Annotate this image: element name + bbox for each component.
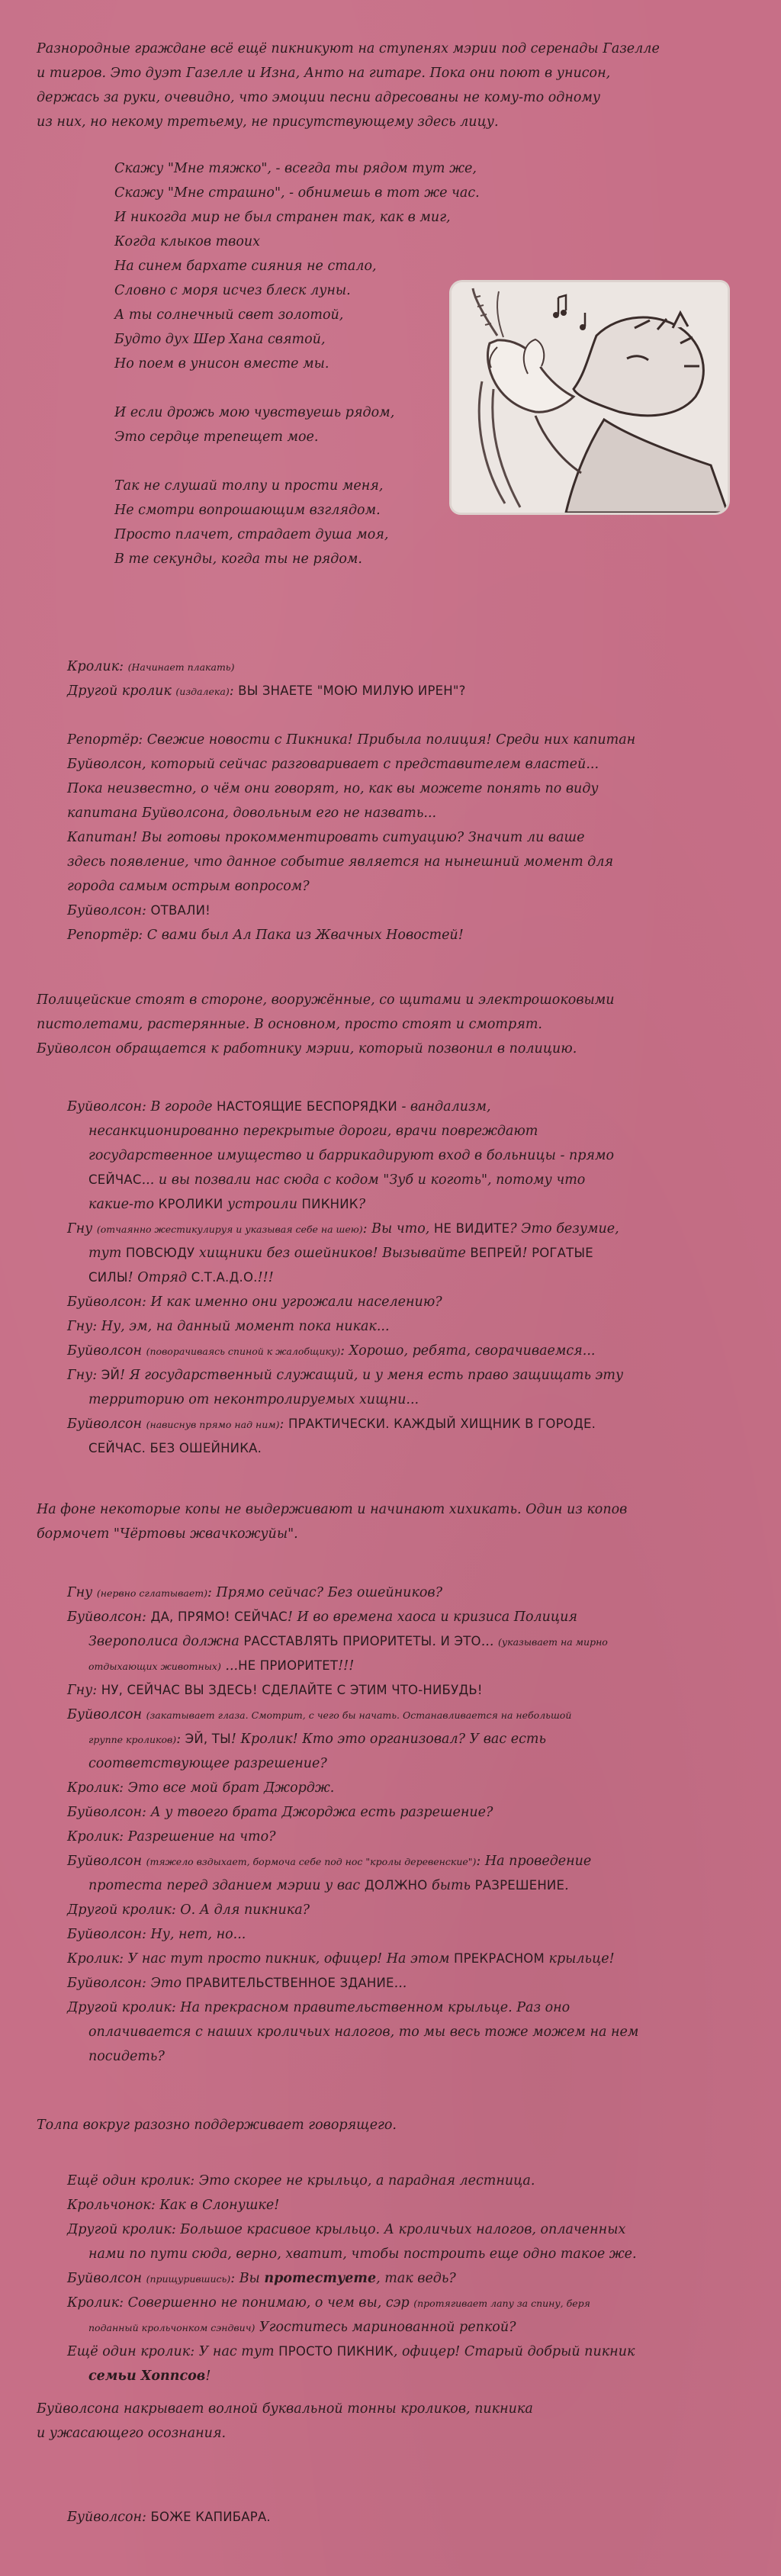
shout-text: НУ, СЕЙЧАС ВЫ ЗДЕСЬ! СДЕЛАЙТЕ С ЭТИМ ЧТО-НИБУДЬ! bbox=[101, 1683, 483, 1697]
dialogue-text: Зверополиса должна bbox=[88, 1634, 244, 1649]
dialogue-text: : Вы что, bbox=[362, 1221, 434, 1237]
dialogue-line bbox=[67, 1339, 595, 1364]
stage-direction: группе кроликов) bbox=[88, 1734, 177, 1745]
stage-direction: (тяжело вздыхает, бормоча себе под нос "кролы деревенские") bbox=[146, 1856, 477, 1867]
dialogue-text: ... и вы позвали нас сюда с кодом "Зуб и коготь", потому что bbox=[141, 1172, 586, 1188]
dialogue-text: Репортёр: С вами был Ал Пака из Жвачных Новостей! bbox=[67, 928, 464, 943]
narration-line: Толпа вокруг разозно поддерживает говорящего. bbox=[37, 2118, 397, 2133]
dialogue-line bbox=[67, 679, 466, 704]
dialogue-line bbox=[67, 1412, 596, 1437]
dialogue-line bbox=[67, 1217, 619, 1242]
song-lyric-line: Скажу "Мне страшно", - обнимешь в тот же час. bbox=[114, 185, 480, 201]
dialogue-text: Гну: bbox=[67, 1683, 101, 1698]
dialogue-line bbox=[67, 1971, 407, 1996]
narration-line: Полицейские стоят в стороне, вооружённые, со щитами и электрошоковыми bbox=[37, 992, 615, 1008]
dialogue-text: Ещё один кролик: Это скорее не крыльцо, а парадная лестница. bbox=[67, 2173, 535, 2188]
dialogue-text: ! И во времена хаоса и кризиса Полиция bbox=[287, 1610, 577, 1625]
shout-text: ЭЙ, ТЫ bbox=[185, 1732, 231, 1746]
stage-direction: (указывает на мирно bbox=[498, 1636, 608, 1648]
dialogue-text: Репортёр: Свежие новости с Пикника! Прибыла полиция! Среди них капитан bbox=[67, 732, 636, 748]
dialogue-text: !!! bbox=[338, 1658, 355, 1674]
shout-text: ПРОСТО ПИКНИК bbox=[278, 2344, 394, 2359]
dialogue-text: !!! bbox=[257, 1270, 274, 1285]
dialogue-text: . bbox=[564, 1878, 569, 1893]
dialogue-text: несанкционированно перекрытые дороги, врачи повреждают bbox=[88, 1124, 538, 1139]
dialogue-text: : На проведение bbox=[476, 1854, 592, 1869]
stage-direction: (закатывает глаза. Смотрит, с чего бы начать. Останавливается на небольшой bbox=[146, 1709, 572, 1721]
dialogue-text: Буйволсон bbox=[67, 1707, 146, 1722]
dialogue-line bbox=[88, 1629, 608, 1655]
dialogue-text: Крольчонок: Как в Слонушке! bbox=[67, 2198, 280, 2213]
shout-text: БОЖЕ КАПИБАРА. bbox=[150, 2510, 271, 2524]
song-lyric-line: В те секунды, когда ты не рядом. bbox=[114, 552, 362, 567]
dialogue-text: Другой кролик bbox=[67, 683, 176, 699]
stage-direction: (поворачиваясь спиной к жалобщику) bbox=[146, 1346, 341, 1357]
dialogue-line bbox=[88, 1168, 585, 1192]
shout-text: СИЛЫ bbox=[88, 1270, 128, 1285]
dialogue-line bbox=[67, 654, 235, 680]
song-lyric-line: Скажу "Мне тяжко", - всегда ты рядом тут же, bbox=[114, 161, 477, 176]
dialogue-line bbox=[67, 899, 211, 923]
shout-text: ОТВАЛИ! bbox=[150, 903, 211, 918]
dialogue-text: : bbox=[176, 1732, 185, 1747]
dialogue-text: Буйволсон: Это bbox=[67, 1976, 186, 1991]
shout-text: ПРЕКРАСНОМ bbox=[454, 1951, 545, 1966]
dialogue-line bbox=[67, 2169, 535, 2193]
dialogue-line bbox=[88, 1265, 274, 1290]
dialogue-line bbox=[67, 1363, 623, 1388]
dialogue-text: нами по пути сюда, верно, хватит, чтобы построить еще одно такое же. bbox=[88, 2246, 637, 2262]
dialogue-line bbox=[67, 1996, 570, 2020]
dialogue-text: : bbox=[279, 1417, 288, 1432]
intro-paragraph-line: из них, но некому третьему, не присутствующему здесь лицу. bbox=[37, 114, 499, 130]
dialogue-line bbox=[67, 850, 613, 874]
dialogue-text: государственное имущество и баррикадируют вход в больницы - прямо bbox=[88, 1148, 615, 1163]
shout-text: ВЕПРЕЙ bbox=[470, 1246, 522, 1260]
intro-paragraph-line: и тигров. Это дуэт Газелле и Изна, Анто на гитаре. Пока они поют в унисон, bbox=[37, 66, 611, 81]
dialogue-line bbox=[67, 1800, 493, 1825]
dialogue-line bbox=[67, 2193, 279, 2217]
dialogue-text: ? bbox=[358, 1197, 366, 1212]
dialogue-text: Другой кролик: Большое красивое крыльцо. А кроличьих налогов, оплаченных bbox=[67, 2222, 626, 2237]
dialogue-text: - вандализм, bbox=[397, 1099, 491, 1114]
dialogue-text: ... bbox=[394, 1976, 407, 1991]
dialogue-text: Буйволсон: bbox=[67, 2510, 151, 2525]
song-lyric-line: Когда клыков твоих bbox=[114, 234, 261, 249]
shout-text: ПРАКТИЧЕСКИ. КАЖДЫЙ ХИЩНИК В ГОРОДЕ. bbox=[288, 1417, 596, 1431]
dialogue-line bbox=[88, 1192, 365, 1217]
shout-text: ПОВСЮДУ bbox=[125, 1246, 195, 1260]
shout-text: ЭЙ bbox=[101, 1368, 120, 1382]
dialogue-text: Кролик: У нас тут просто пикник, офицер! На этом bbox=[67, 1951, 455, 1967]
dialogue-text: : Вы bbox=[230, 2271, 265, 2286]
dialogue-text: здесь появление, что данное событие является на нынешний момент для bbox=[67, 854, 614, 870]
dialogue-line bbox=[67, 728, 635, 752]
dialogue-line bbox=[88, 2364, 211, 2388]
shout-text: ДА, ПРЯМО! СЕЙЧАС bbox=[150, 1610, 288, 1624]
dialogue-text: . bbox=[432, 1634, 441, 1649]
shout-text: РОГАТЫЕ bbox=[532, 1246, 593, 1260]
dialogue-text: ! Отряд bbox=[127, 1270, 191, 1285]
dialogue-text: Пока неизвестно, о чём они говорят, но, как вы можете понять по виду bbox=[67, 781, 599, 796]
dialogue-text: протестуете bbox=[264, 2271, 377, 2286]
dialogue-line bbox=[88, 1436, 262, 1461]
stage-direction: (нависнув прямо над ним) bbox=[146, 1419, 280, 1430]
shout-text: ПИКНИК bbox=[301, 1197, 358, 1211]
stage-direction: (нервно сглатывает) bbox=[96, 1587, 207, 1599]
dialogue-line bbox=[88, 2044, 165, 2069]
dialogue-text: : bbox=[229, 683, 239, 699]
dialogue-text: Гну bbox=[67, 1221, 97, 1237]
dialogue-text: Буйволсон: Ну, нет, но... bbox=[67, 1927, 246, 1942]
shout-text: ВЫ ЗНАЕТЕ "МОЮ МИЛУЮ ИРЕН"? bbox=[238, 683, 466, 698]
song-lyric-line: Просто плачет, страдает душа моя, bbox=[114, 527, 389, 542]
dialogue-text: протеста перед зданием мэрии у вас bbox=[88, 1878, 365, 1893]
dialogue-line bbox=[88, 1751, 327, 1776]
dialogue-line bbox=[67, 2505, 271, 2529]
shout-text: РАЗРЕШЕНИЕ bbox=[474, 1878, 565, 1893]
narration-line: бормочет "Чёртовы жвачкожуйы". bbox=[37, 1526, 298, 1542]
dialogue-text: оплачивается с наших кроличьих налогов, то мы весь тоже можем на нем bbox=[88, 2024, 639, 2040]
dialogue-text: хищники без ошейников! Вызывайте bbox=[194, 1246, 471, 1261]
dialogue-text: Буйволсон: И как именно они угрожали населению? bbox=[67, 1294, 442, 1310]
shout-text: С.Т.А.Д.О. bbox=[191, 1270, 258, 1285]
dialogue-text: Капитан! Вы готовы прокомментировать ситуацию? Значит ли ваше bbox=[67, 830, 585, 845]
dialogue-text: Буйволсон bbox=[67, 1417, 146, 1432]
dialogue-line bbox=[67, 2340, 635, 2364]
shout-text: РАССТАВЛЯТЬ ПРИОРИТЕТЫ bbox=[243, 1634, 432, 1648]
dialogue-line bbox=[67, 777, 599, 801]
song-lyric-line: Будто дух Шер Хана святой, bbox=[114, 332, 326, 347]
dialogue-text: ! bbox=[205, 2369, 211, 2384]
song-lyric-line: А ты солнечный свет золотой, bbox=[114, 307, 344, 323]
song-lyric-line: И никогда мир не был странен так, как в миг, bbox=[114, 210, 451, 225]
song-lyric-line: Так не слушай толпу и прости меня, bbox=[114, 478, 384, 494]
dialogue-line bbox=[88, 1241, 593, 1265]
narration-line: пистолетами, растерянные. В основном, просто стоят и смотрят. bbox=[37, 1017, 542, 1032]
dialogue-text: крыльце! bbox=[544, 1951, 615, 1967]
narration-line: и ужасающего осознания. bbox=[37, 2426, 227, 2441]
song-lyric-line: Словно с моря исчез блеск луны. bbox=[114, 283, 351, 298]
dialogue-line bbox=[67, 1825, 276, 1849]
dialogue-line bbox=[88, 1388, 419, 1412]
dialogue-text: , офицер! Старый добрый пикник bbox=[393, 2344, 635, 2359]
dialogue-line bbox=[67, 1290, 442, 1314]
stage-direction: (протягивает лапу за спину, беря bbox=[413, 2298, 590, 2309]
dialogue-text: соответствующее разрешение? bbox=[88, 1756, 327, 1771]
narration-line: Буйволсона накрывает волной буквальной тонны кроликов, пикника bbox=[37, 2401, 533, 2417]
shout-text: КРОЛИКИ bbox=[158, 1197, 223, 1211]
dialogue-text: Буйволсон: В городе bbox=[67, 1099, 217, 1114]
dialogue-text: Буйволсон bbox=[67, 2271, 146, 2286]
dialogue-text: ... bbox=[220, 1658, 239, 1674]
dialogue-text: ! Кролик! Кто это организовал? У вас есть bbox=[230, 1732, 546, 1747]
dialogue-text: Кролик: bbox=[67, 659, 128, 674]
dialogue-text: Другой кролик: На прекрасном правительственном крыльце. Раз оно bbox=[67, 2000, 570, 2015]
dialogue-line bbox=[67, 1581, 442, 1606]
shout-text: НЕ ВИДИТЕ bbox=[433, 1221, 510, 1236]
dialogue-text: , так ведь? bbox=[376, 2271, 456, 2286]
dialogue-line bbox=[88, 1873, 569, 1898]
dialogue-line bbox=[88, 1727, 546, 1752]
dialogue-line bbox=[88, 1654, 354, 1679]
dialogue-text: Гну bbox=[67, 1585, 97, 1600]
dialogue-text: Кролик: Совершенно не понимаю, о чем вы, сэр bbox=[67, 2295, 414, 2311]
stage-direction: (Начинает плакать) bbox=[127, 661, 235, 673]
dialogue-text: города самым острым вопросом? bbox=[67, 879, 310, 894]
stage-direction: (издалека) bbox=[175, 686, 230, 697]
dialogue-line bbox=[67, 1898, 310, 1922]
dialogue-text: ? Это безумие, bbox=[509, 1221, 619, 1237]
dialogue-line bbox=[67, 1678, 483, 1703]
dialogue-text: Кролик: Это все мой брат Джордж. bbox=[67, 1780, 335, 1796]
shout-text: СЕЙЧАС bbox=[88, 1172, 142, 1187]
dialogue-text: Угоститесь маринованной репкой? bbox=[255, 2320, 516, 2335]
dialogue-line bbox=[67, 2291, 590, 2316]
dialogue-line bbox=[67, 2266, 456, 2291]
dialogue-text: Кролик: Разрешение на что? bbox=[67, 1829, 276, 1844]
dialogue-text: тут bbox=[88, 1246, 126, 1261]
sketch-icon bbox=[452, 282, 728, 513]
dialogue-text: ... bbox=[480, 1634, 498, 1649]
shout-text: НАСТОЯЩИЕ БЕСПОРЯДКИ bbox=[217, 1099, 397, 1114]
dialogue-text: Гну: Ну, эм, на данный момент пока никак... bbox=[67, 1319, 390, 1334]
dialogue-line bbox=[67, 1703, 571, 1728]
stage-direction: поданный крольчонком сэндвич) bbox=[88, 2322, 256, 2333]
dialogue-line bbox=[67, 1095, 491, 1119]
dialogue-line bbox=[67, 1849, 591, 1874]
shout-text: И ЭТО bbox=[440, 1634, 481, 1648]
dialogue-text: посидеть? bbox=[88, 2049, 165, 2064]
dialogue-text: территорию от неконтролируемых хищни... bbox=[88, 1392, 419, 1407]
stage-direction: отдыхающих животных) bbox=[88, 1661, 221, 1672]
dialogue-text: капитана Буйволсона, довольным его не назвать... bbox=[67, 806, 437, 821]
dialogue-text: Буйволсон bbox=[67, 1343, 146, 1359]
narration-line: На фоне некоторые копы не выдерживают и начинают хихикать. Один из копов bbox=[37, 1502, 628, 1517]
dialogue-text: : Хорошо, ребята, сворачиваемся... bbox=[340, 1343, 596, 1359]
dialogue-text: Буйволсон, который сейчас разговаривает с представителем властей... bbox=[67, 757, 599, 772]
dialogue-line bbox=[67, 1947, 615, 1971]
dialogue-text: устроили bbox=[223, 1197, 302, 1212]
dialogue-line bbox=[67, 1605, 577, 1629]
dialogue-line bbox=[67, 752, 599, 777]
song-lyric-line: Не смотри вопрошающим взглядом. bbox=[114, 503, 381, 518]
dialogue-line bbox=[67, 1776, 334, 1800]
dialogue-text: : Прямо сейчас? Без ошейников? bbox=[207, 1585, 442, 1600]
dialogue-line bbox=[67, 1314, 390, 1339]
stage-direction: (отчаянно жестикулируя и указывая себе на шею) bbox=[96, 1224, 363, 1235]
dialogue-line bbox=[88, 1119, 538, 1143]
dialogue-text: быть bbox=[427, 1878, 475, 1893]
dialogue-text: семьи Хоппсов bbox=[88, 2369, 206, 2384]
shout-text: ПРАВИТЕЛЬСТВЕННОЕ ЗДАНИЕ bbox=[185, 1976, 394, 1990]
illustration-gazelle-tiger bbox=[452, 282, 728, 513]
shout-text: СЕЙЧАС. БЕЗ ОШЕЙНИКА. bbox=[88, 1441, 262, 1455]
dialogue-text: Буйволсон: bbox=[67, 1610, 151, 1625]
stage-direction: (прищурившись) bbox=[146, 2273, 231, 2285]
song-lyric-line: И если дрожь мою чувствуешь рядом, bbox=[114, 405, 395, 420]
dialogue-text: какие-то bbox=[88, 1197, 159, 1212]
intro-paragraph-line: Разнородные граждане всё ещё пикникуют на ступенях мэрии под серенады Газелле bbox=[37, 41, 660, 56]
dialogue-text: ! bbox=[522, 1246, 532, 1261]
dialogue-line bbox=[67, 801, 436, 825]
dialogue-line bbox=[67, 1922, 246, 1947]
dialogue-text: Ещё один кролик: У нас тут bbox=[67, 2344, 279, 2359]
dialogue-text: Буйволсон bbox=[67, 1854, 146, 1869]
dialogue-text: Буйволсон: bbox=[67, 903, 151, 918]
dialogue-line bbox=[67, 923, 464, 947]
dialogue-line bbox=[88, 2242, 637, 2266]
narration-line: Буйволсон обращается к работнику мэрии, который позвонил в полицию. bbox=[37, 1041, 577, 1056]
dialogue-line bbox=[67, 874, 310, 899]
intro-paragraph-line: держась за руки, очевидно, что эмоции песни адресованы не кому-то одному bbox=[37, 90, 601, 105]
dialogue-text: Другой кролик: О. А для пикника? bbox=[67, 1902, 310, 1918]
dialogue-text: Буйволсон: А у твоего брата Джорджа есть разрешение? bbox=[67, 1805, 493, 1820]
dialogue-line bbox=[67, 2217, 625, 2242]
song-lyric-line: Но поем в унисон вместе мы. bbox=[114, 356, 329, 371]
song-lyric-line: На синем бархате сияния не стало, bbox=[114, 259, 377, 274]
dialogue-text: ! Я государственный служащий, и у меня есть право защищать эту bbox=[120, 1368, 624, 1383]
dialogue-line bbox=[88, 2020, 638, 2044]
shout-text: ДОЛЖНО bbox=[364, 1878, 428, 1893]
dialogue-line bbox=[88, 1143, 614, 1168]
dialogue-line bbox=[67, 825, 584, 850]
song-lyric-line: Это сердце трепещет мое. bbox=[114, 429, 319, 445]
shout-text: НЕ ПРИОРИТЕТ bbox=[238, 1658, 339, 1673]
dialogue-line bbox=[88, 2315, 516, 2340]
dialogue-text: Гну: bbox=[67, 1368, 101, 1383]
